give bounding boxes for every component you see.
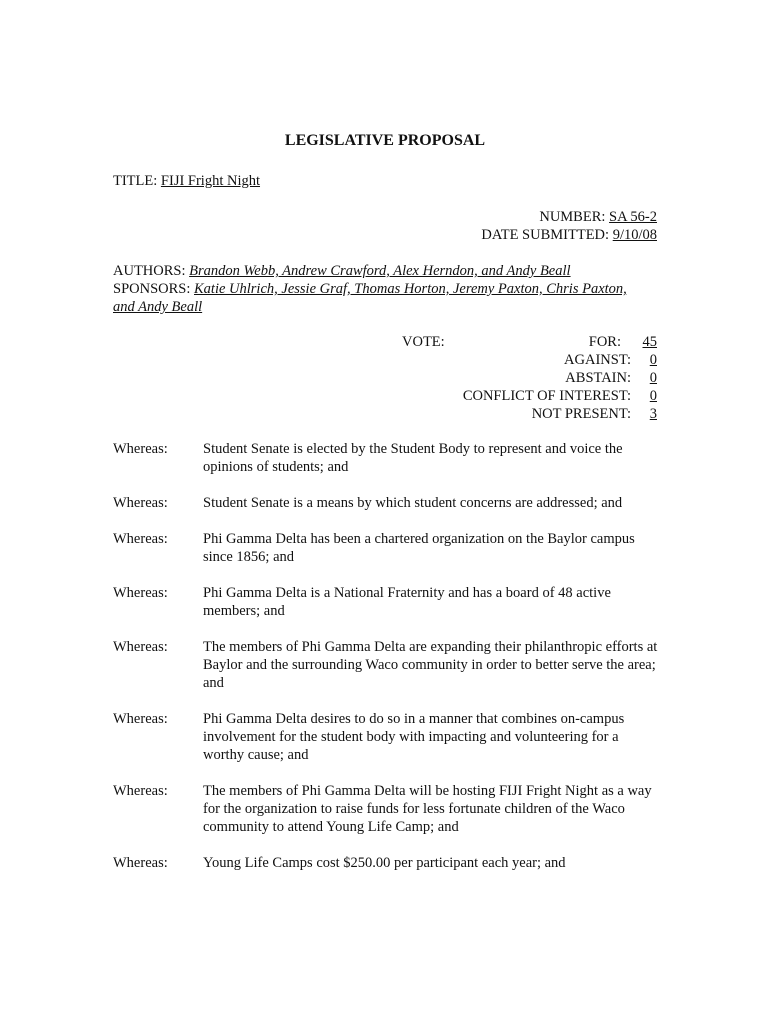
- vote-row-value: 0: [649, 352, 657, 368]
- whereas-text: Phi Gamma Delta desires to do so in a manner that combines on-campus involvement for the student body with impacting and volunteering for a worthy cause; and: [203, 711, 625, 763]
- vote-label: VOTE:: [402, 334, 445, 350]
- whereas-list: [113, 440, 658, 890]
- authors-label: AUTHORS:: [113, 263, 186, 279]
- whereas-label: Whereas:: [113, 711, 168, 727]
- vote-row-label: AGAINST:: [564, 352, 631, 368]
- title-line: [113, 172, 260, 190]
- number-value: SA 56-2: [609, 209, 657, 225]
- whereas-label: Whereas:: [113, 639, 168, 655]
- vote-row-not-present: [337, 405, 657, 423]
- vote-row-value: 0: [649, 388, 657, 404]
- vote-row-against: [337, 351, 657, 369]
- vote-row-label: CONFLICT OF INTEREST:: [462, 388, 631, 404]
- whereas-label: Whereas:: [113, 783, 168, 799]
- whereas-clause: [113, 584, 658, 620]
- vote-row-label: NOT PRESENT:: [531, 406, 631, 422]
- sponsors-label: SPONSORS:: [113, 281, 191, 297]
- whereas-text: Student Senate is a means by which student concerns are addressed; and: [203, 495, 623, 511]
- vote-row-label: ABSTAIN:: [565, 370, 631, 386]
- document-heading: LEGISLATIVE PROPOSAL: [284, 132, 486, 149]
- vote-row-value: 3: [649, 406, 657, 422]
- whereas-clause: [113, 638, 658, 692]
- whereas-text: The members of Phi Gamma Delta will be hosting FIJI Fright Night as a way for the organization to raise funds for less fortunate children of the Waco community to attend Young Life Camp; and: [203, 783, 652, 835]
- vote-block: [337, 333, 657, 423]
- vote-row-value: 45: [642, 334, 657, 350]
- whereas-clause: [113, 440, 658, 476]
- whereas-text: Phi Gamma Delta is a National Fraternity and has a board of 48 active members; and: [203, 585, 611, 619]
- authors-sponsors: [113, 262, 658, 316]
- date-submitted-label: DATE SUBMITTED:: [481, 227, 610, 243]
- vote-row-for: [337, 333, 657, 351]
- whereas-clause: [113, 494, 658, 512]
- whereas-text: Student Senate is elected by the Student Body to represent and voice the opinions of students; and: [203, 441, 623, 475]
- whereas-clause: [113, 710, 658, 764]
- whereas-label: Whereas:: [113, 585, 168, 601]
- whereas-label: Whereas:: [113, 855, 168, 871]
- number-label: NUMBER:: [539, 209, 606, 225]
- whereas-label: Whereas:: [113, 531, 168, 547]
- whereas-text: Young Life Camps cost $250.00 per participant each year; and: [203, 855, 566, 871]
- authors-line: [113, 262, 658, 280]
- title-value: FIJI Fright Night: [160, 173, 261, 189]
- whereas-clause: [113, 782, 658, 836]
- number-line: [539, 208, 657, 226]
- vote-row-abstain: [337, 369, 657, 387]
- vote-row-conflict-of-interest: [337, 387, 657, 405]
- sponsors-line: [113, 280, 658, 298]
- whereas-clause: [113, 530, 658, 566]
- sponsors-value-line1: Katie Uhlrich, Jessie Graf, Thomas Horton, Jeremy Paxton, Chris Paxton,: [194, 281, 627, 297]
- whereas-clause: [113, 854, 658, 872]
- sponsors-value-line2: and Andy Beall: [113, 299, 203, 315]
- vote-row-label: FOR:: [588, 334, 621, 350]
- whereas-text: The members of Phi Gamma Delta are expanding their philanthropic efforts at Baylor and the surrounding Waco community in order to better serve the area; and: [203, 639, 658, 691]
- vote-row-value: 0: [649, 370, 657, 386]
- title-label: TITLE:: [113, 173, 158, 189]
- whereas-label: Whereas:: [113, 495, 168, 511]
- whereas-label: Whereas:: [113, 441, 168, 457]
- date-submitted-line: [481, 226, 657, 244]
- authors-value: Brandon Webb, Andrew Crawford, Alex Herndon, and Andy Beall: [189, 263, 571, 279]
- date-submitted-value: 9/10/08: [612, 227, 657, 243]
- whereas-text: Phi Gamma Delta has been a chartered organization on the Baylor campus since 1856; and: [203, 531, 635, 565]
- sponsors-line-2: [113, 298, 658, 316]
